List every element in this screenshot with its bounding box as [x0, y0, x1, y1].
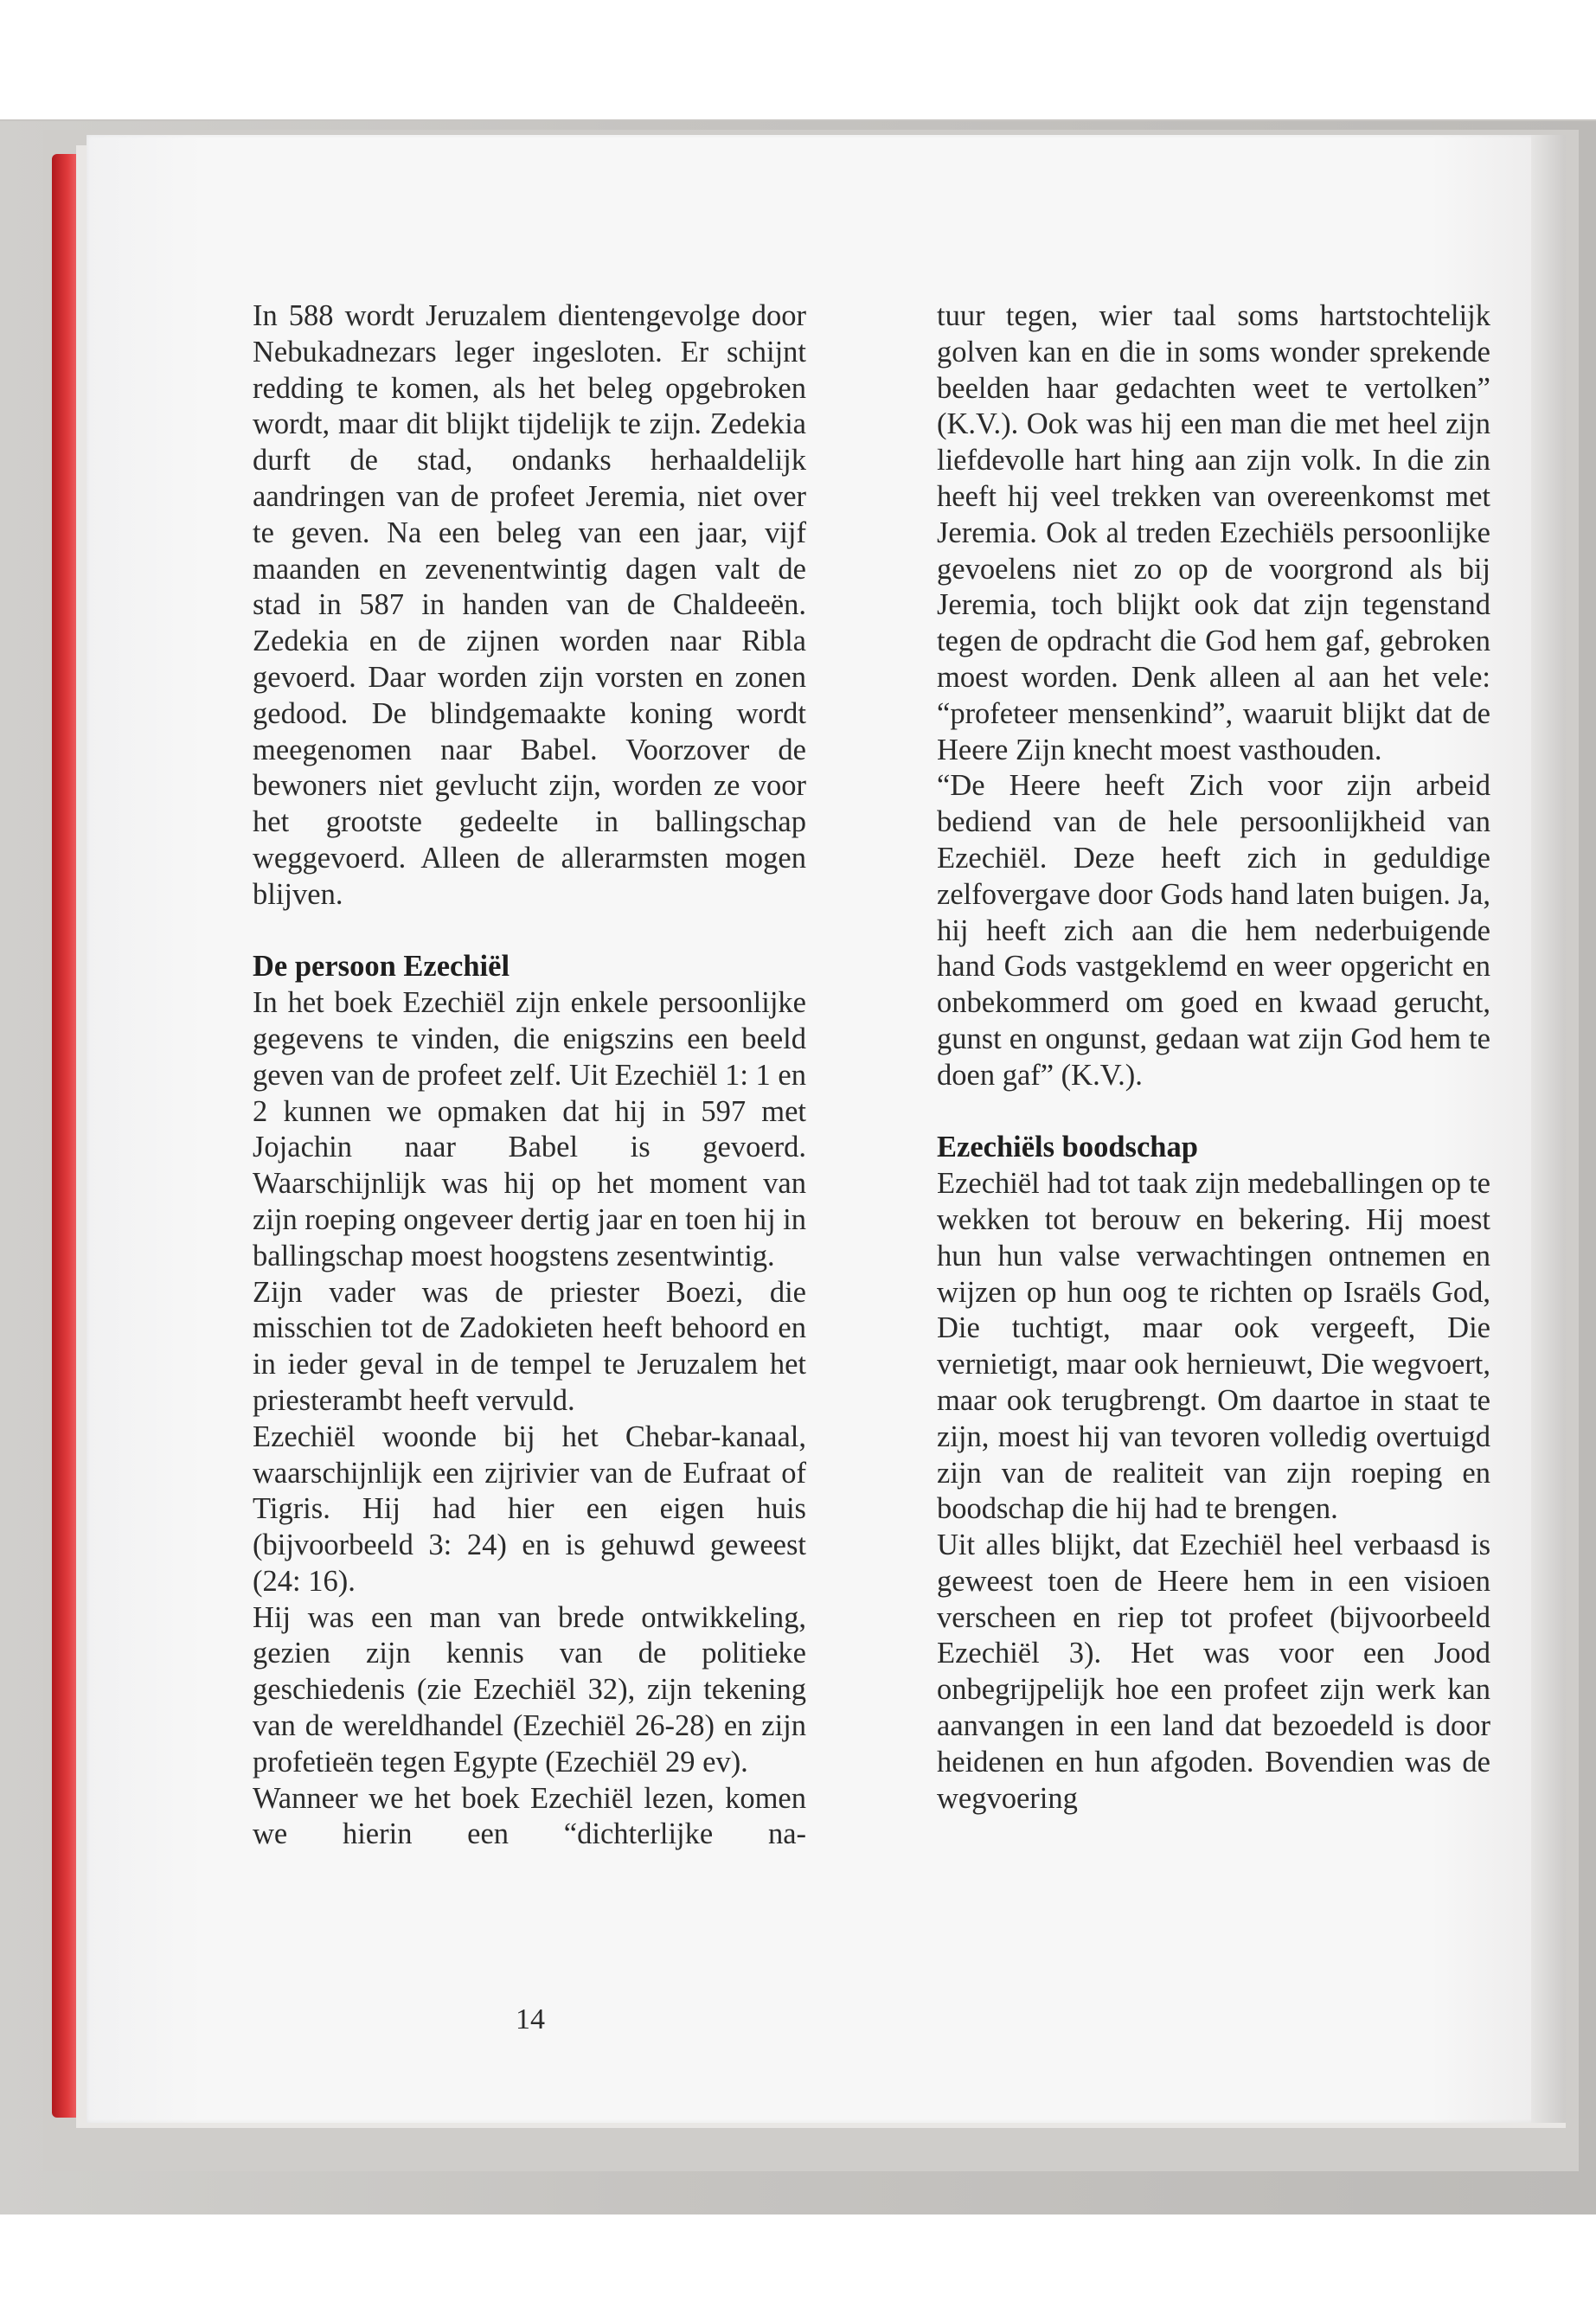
- left-paragraph-2: In het boek Ezechiël zijn enkele persoonlijke gegevens te vinden, die enigszins een beeld geven van de profeet zelf. Uit Ezechiël 1: 1 en 2 kunnen we opmaken dat hij in 597 met Jojachin naar Babel is gevoerd. Waarschijnlijk was hij op het moment van zijn roeping ongeveer dertig jaar en toen hij in ballingschap moest hoogstens zesentwintig.: [253, 986, 806, 1272]
- left-paragraph-4: Ezechiël woonde bij het Chebar-kanaal, waarschijnlijk een zijrivier van de Eufraat of Tigris. Hij had hier een eigen huis (bijvoorbeeld 3: 24) en is gehuwd geweest (24: 16).: [253, 1420, 806, 1598]
- section-heading-ezechiels-boodschap: Ezechiëls boodschap: [937, 1131, 1198, 1164]
- left-paragraph-6: Wanneer we het boek Ezechiël lezen, komen we hierin een “dichterlijke na-: [253, 1781, 806, 1851]
- left-paragraph-1: In 588 wordt Jeruzalem dientengevolge door Nebukadnezars leger ingesloten. Er schijnt redding te komen, als het beleg opgebroken wordt, maar dit blijkt tijdelijk te zijn. Zedekia durft de stad, ondanks herhaaldelijk aandringen van de profeet Jeremia, niet over te geven. Na een beleg van een jaar, vijf maanden en zevenentwintig dagen valt de stad in 587 in handen van de Chaldeeën. Zedekia en de zijnen worden naar Ribla gevoerd. Daar worden zijn vorsten en zonen gedood. De blindgemaakte koning wordt meegenomen naar Babel. Voorzover de bewoners niet gevlucht zijn, worden ze voor het grootste gedeelte in ballingschap weggevoerd. Alleen de allerarmsten mogen blijven.: [253, 299, 806, 911]
- right-column: [937, 298, 1490, 1817]
- page-number: 14: [516, 2003, 545, 2035]
- left-paragraph-3: Zijn vader was de priester Boezi, die misschien tot de Zadokieten heeft behoord en in ieder geval in de tempel te Jeruzalem het priesterambt heeft vervuld.: [253, 1275, 806, 1417]
- right-paragraph-2: “De Heere heeft Zich voor zijn arbeid bediend van de hele persoonlijkheid van Ezechiël. Deze heeft zich in geduldige zelfovergave door Gods hand laten buigen. Ja, hij heeft zich aan die hem nederbuigende hand Gods vastgeklemd en weer opgericht en onbekommerd om goed en kwaad gerucht, gunst en ongunst, gedaan wat zijn God hem te doen gaf” (K.V.).: [937, 769, 1490, 1092]
- left-paragraph-5: Hij was een man van brede ontwikkeling, gezien zijn kennis van de politieke geschiedenis (zie Ezechiël 32), zijn tekening van de wereldhandel (Ezechiël 26-28) en zijn profetieën tegen Egypte (Ezechiël 29 ev).: [253, 1600, 806, 1779]
- paragraph-gap: [253, 913, 806, 950]
- paragraph-gap: [937, 1094, 1490, 1131]
- left-column: [253, 298, 806, 1853]
- section-heading-de-persoon-ezechiel: De persoon Ezechiël: [253, 950, 510, 984]
- page-gutter-shadow: [1531, 135, 1566, 2123]
- right-paragraph-4: Uit alles blijkt, dat Ezechiël heel verbaasd is geweest toen de Heere hem in een visioen verscheen en riep tot profeet (bijvoorbeeld Ezechiël 3). Het was voor een Jood onbegrijpelijk hoe een profeet zijn werk kan aanvangen in een land dat bezoedeld is door heidenen en hun afgoden. Bovendien was de wegvoering: [937, 1529, 1490, 1815]
- right-paragraph-1: tuur tegen, wier taal soms hartstochtelijk golven kan en die in soms wonder sprekende beelden haar gedachten weet te vertolken” (K.V.). Ook was hij een man die met heel zijn liefdevolle hart hing aan zijn volk. In die zin heeft hij veel trekken van overeenkomst met Jeremia. Ook al treden Ezechiëls persoonlijke gevoelens niet zo op de voorgrond als bij Jeremia, toch blijkt ook dat zijn tegenstand tegen de opdracht die God hem gaf, gebroken moest worden. Denk alleen al aan het vele: “profeteer mensenkind”, waaruit blijkt dat de Heere Zijn knecht moest vasthouden.: [937, 299, 1490, 766]
- right-paragraph-3: Ezechiël had tot taak zijn medeballingen op te wekken tot berouw en bekering. Hij moest hun hun valse verwachtingen ontnemen en wijzen op hun oog te richten op Israëls God, Die tuchtigt, maar ook vergeeft, Die vernietigt, maar ook hernieuwt, Die wegvoert, maar ook terugbrengt. Om daartoe in staat te zijn, moest hij van tevoren volledig overtuigd zijn van de realiteit van zijn roeping en boodschap die hij had te brengen.: [937, 1167, 1490, 1526]
